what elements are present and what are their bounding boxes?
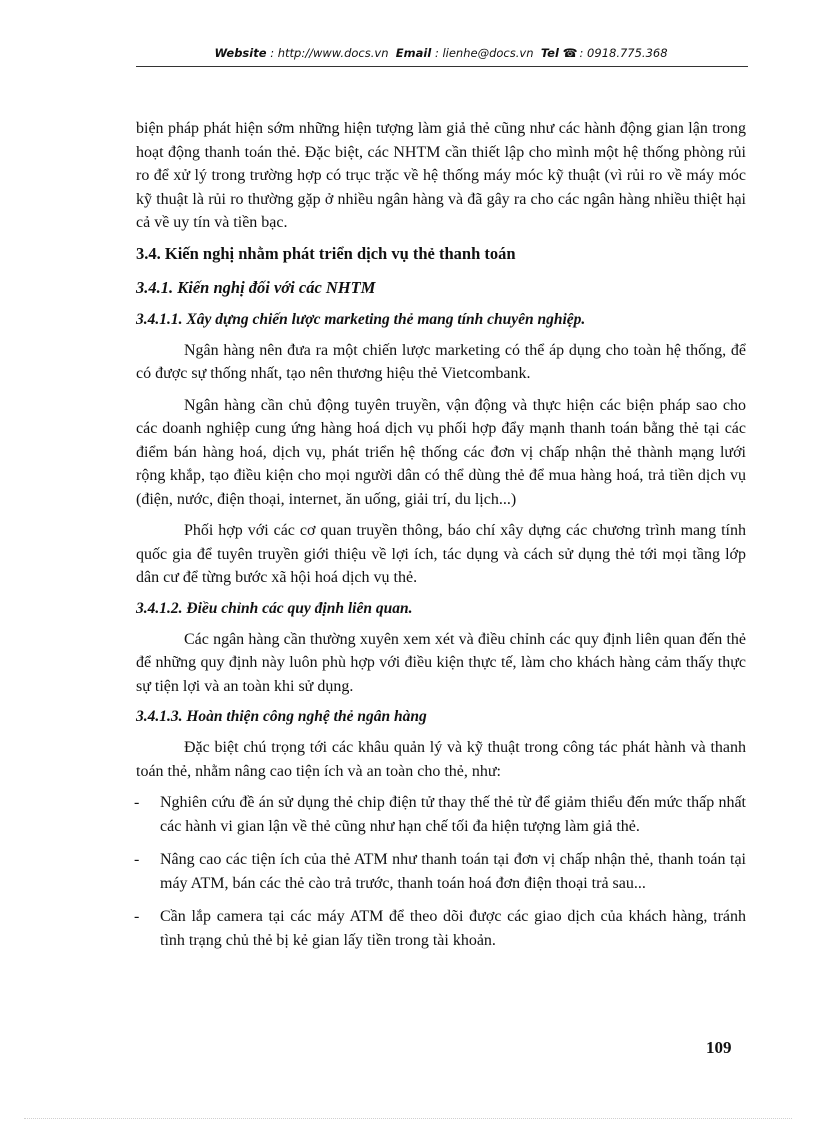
list-item-text: Cần lắp camera tại các máy ATM để theo dõi được các giao dịch của khách hàng, tránh tình trạng chủ thẻ bị kẻ gian lấy tiền trong tài khoản. [160, 908, 746, 949]
footer-rule [24, 1118, 792, 1119]
email-value: : lienhe@docs.vn [434, 46, 534, 60]
page-body [136, 117, 746, 962]
bullet-marker: - [134, 851, 140, 868]
s2-title: 3.4.1.2. Điều chỉnh các quy định liên quan. [136, 599, 413, 617]
email-label: Email [395, 46, 432, 60]
list-item [136, 905, 746, 952]
bullet-marker: - [134, 908, 140, 925]
tel-label: Tel [540, 46, 559, 60]
subsection-title: 3.4.1. Kiến nghị đối với các NHTM [136, 277, 376, 297]
s2-paragraph-1: Các ngân hàng cần thường xuyên xem xét và điều chỉnh các quy định liên quan đến thẻ để những quy định này luôn phù hợp với điều kiện thực tế, làm cho khách hàng cảm thấy thực sự tiện lợi và an toàn khi sử dụng. [136, 630, 746, 695]
website-value: : http://www.docs.vn [270, 46, 389, 60]
tel-value: : 0918.775.368 [579, 46, 668, 60]
page-header [136, 46, 746, 60]
list-item-text: Nghiên cứu đề án sử dụng thẻ chip điện tử thay thế thẻ từ để giảm thiểu đến mức thấp nhất các hành vi gian lận về thẻ cũng như hạn chế tối đa hiện tượng làm giả thẻ. [160, 794, 746, 835]
page-number: 109 [706, 1038, 732, 1057]
section-title: 3.4. Kiến nghị nhằm phát triển dịch vụ thẻ thanh toán [136, 243, 516, 263]
s3-title: 3.4.1.3. Hoàn thiện công nghệ thẻ ngân hàng [136, 708, 427, 725]
list-item [136, 791, 746, 838]
s1-title: 3.4.1.1. Xây dựng chiến lược marketing thẻ mang tính chuyên nghiệp. [136, 310, 586, 328]
list-item-text: Nâng cao các tiện ích của thẻ ATM như thanh toán tại đơn vị chấp nhận thẻ, thanh toán tại máy ATM, bán các thẻ cào trả trước, thanh toán hoá đơn điện thoại trả sau... [160, 851, 746, 892]
phone-icon: ☎ [562, 46, 578, 60]
s1-paragraph-1: Ngân hàng nên đưa ra một chiến lược marketing có thể áp dụng cho toàn hệ thống, để có được sự thống nhất, tạo nên thương hiệu thẻ Vietcombank. [136, 341, 746, 382]
intro-paragraph: biện pháp phát hiện sớm những hiện tượng làm giả thẻ cũng như các hành động gian lận trong hoạt động thanh toán thẻ. Đặc biệt, các NHTM cần thiết lập cho mình một hệ thống phòng rủi ro để xử lý trong trường hợp có trục trặc về hệ thống máy móc kỹ thuật (vì rủi ro về máy móc kỹ thuật là rủi ro thường gặp ở nhiều ngân hàng và đã gây ra cho các ngân hàng nhiều thiệt hại cả về uy tín và tiền bạc. [136, 120, 746, 231]
header-rule [136, 66, 748, 67]
s1-paragraph-3: Phối hợp với các cơ quan truyền thông, báo chí xây dựng các chương trình mang tính quốc gia để tuyên truyền giới thiệu về lợi ích, tác dụng và cách sử dụng thẻ tới mọi tầng lớp dân cư để từng bước xã hội hoá dịch vụ thẻ. [136, 522, 746, 586]
list-item [136, 848, 746, 895]
s1-paragraph-2: Ngân hàng cần chủ động tuyên truyền, vận động và thực hiện các biện pháp sao cho các doanh nghiệp cung ứng hàng hoá dịch vụ phối hợp đẩy mạnh thanh toán bằng thẻ tại các điểm bán hàng hoá, dịch vụ, phát triển hệ thống các đơn vị chấp nhận thẻ thành mạng lưới rộng khắp, tạo điều kiện cho mọi người dân có thể dùng thẻ để mua hàng hoá, trả tiền dịch vụ (điện, nước, điện thoại, internet, ăn uống, giải trí, du lịch...) [136, 396, 746, 508]
website-label: Website [214, 46, 267, 60]
s3-paragraph-1: Đặc biệt chú trọng tới các khâu quản lý và kỹ thuật trong công tác phát hành và thanh toán thẻ, nhằm nâng cao tiện ích và an toàn cho thẻ, như: [136, 739, 746, 780]
bullet-marker: - [134, 794, 140, 811]
